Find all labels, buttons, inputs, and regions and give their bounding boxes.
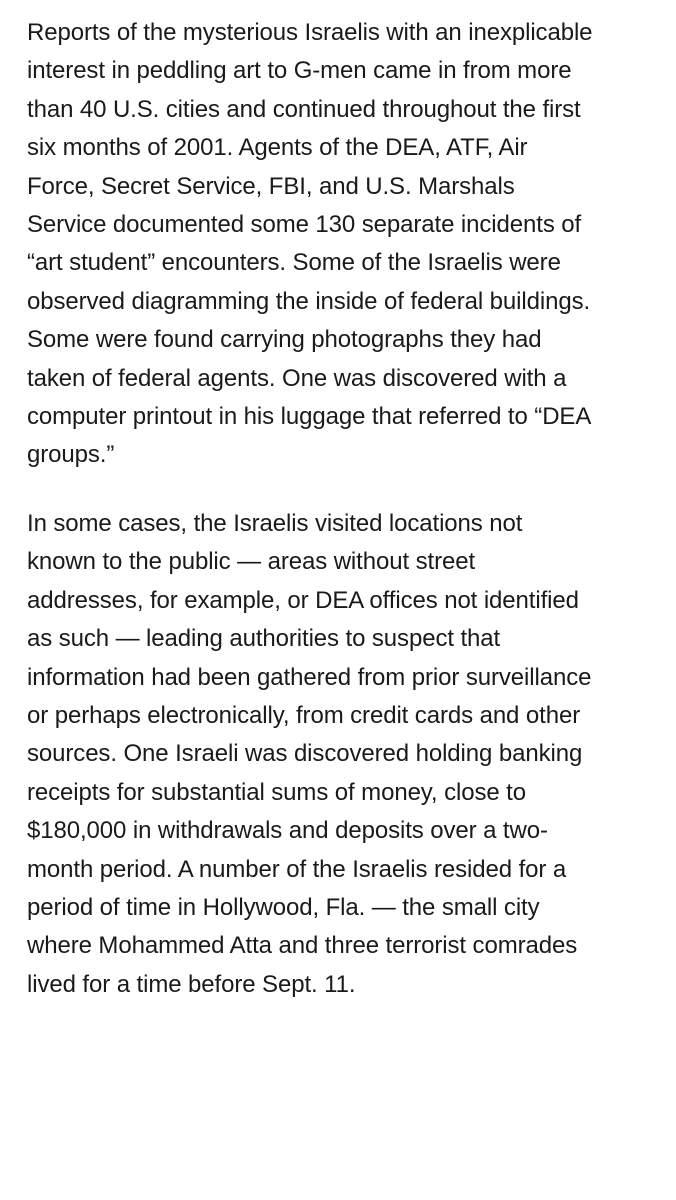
- text-line: lived for a time before Sept. 11.: [27, 970, 356, 998]
- text-line: Service documented some 130 separate incidents of: [27, 211, 582, 239]
- text-line: Some were found carrying photographs they had: [27, 326, 542, 354]
- text-line: interest in peddling art to G-men came in from more: [27, 57, 572, 85]
- text-line: groups.”: [27, 441, 115, 469]
- paragraph-1: [27, 14, 667, 475]
- text-line: taken of federal agents. One was discovered with a: [27, 364, 567, 392]
- text-line: sources. One Israeli was discovered holding banking: [27, 740, 583, 768]
- text-line: information had been gathered from prior surveillance: [27, 663, 592, 691]
- text-line: addresses, for example, or DEA offices not identified: [27, 586, 579, 614]
- text-line: Force, Secret Service, FBI, and U.S. Marshals: [27, 172, 515, 200]
- text-line: period of time in Hollywood, Fla. — the small city: [27, 893, 540, 921]
- text-line: where Mohammed Atta and three terrorist comrades: [27, 932, 578, 960]
- text-line: computer printout in his luggage that referred to “DEA: [27, 403, 592, 431]
- text-line: observed diagramming the inside of federal buildings.: [27, 287, 591, 315]
- text-line: or perhaps electronically, from credit cards and other: [27, 701, 581, 729]
- text-line: Reports of the mysterious Israelis with an inexplicable: [27, 19, 593, 46]
- text-line: receipts for substantial sums of money, close to: [27, 778, 526, 806]
- text-line: as such — leading authorities to suspect that: [27, 625, 501, 653]
- text-line: known to the public — areas without street: [27, 548, 476, 576]
- text-line: month period. A number of the Israelis resided for a: [27, 855, 567, 883]
- text-line: than 40 U.S. cities and continued throughout the first: [27, 95, 581, 123]
- text-line: In some cases, the Israelis visited locations not: [27, 509, 523, 537]
- article-body: [27, 14, 667, 1004]
- text-line: six months of 2001. Agents of the DEA, ATF, Air: [27, 134, 528, 162]
- text-line: $180,000 in withdrawals and deposits over a two-: [27, 817, 548, 845]
- paragraph-2: [27, 505, 667, 1004]
- text-line: “art student” encounters. Some of the Israelis were: [27, 249, 561, 277]
